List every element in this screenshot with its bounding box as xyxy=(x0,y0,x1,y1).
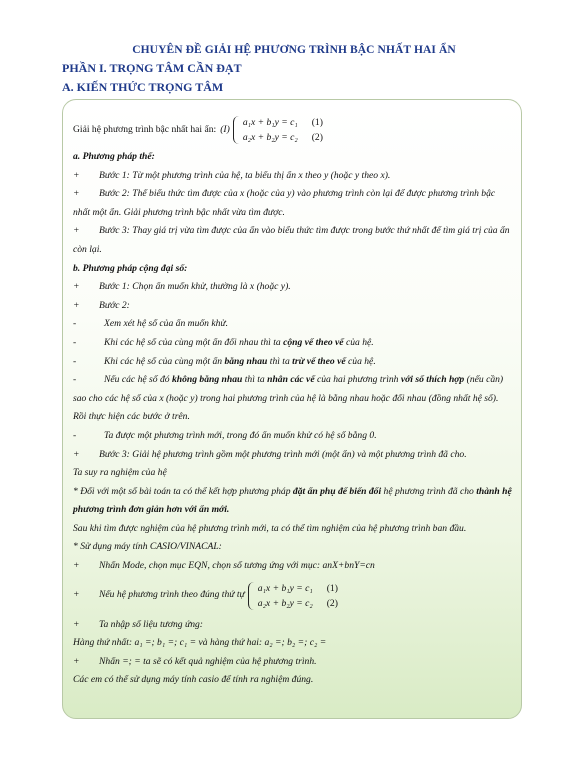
casio-heading: * Sử dụng máy tính CASIO/VINACAL: xyxy=(73,541,222,553)
note-text: Sau khi tìm được nghiệm của hệ phương trình mới, ta có thể tìm nghiệm của hệ phương trình ban đầu. xyxy=(73,522,467,534)
method-heading: b. Phương pháp cộng đại số: xyxy=(73,262,188,274)
list-item: + Nếu hệ phương trình theo đúng thứ tự a₁x + b₁y = c₁ (1) a₂x + b₂y = c₂ (2) xyxy=(73,582,338,609)
equation-system: a₁x + b₁y = c₁ (1) a₂x + b₂y = c₂ (2) xyxy=(242,117,323,143)
brace-icon xyxy=(248,582,255,610)
list-item: + Bước 1: Chọn ẩn muốn khử, thường là x (hoặc y). xyxy=(73,281,291,293)
document-title: CHUYÊN ĐỀ GIẢI HỆ PHƯƠNG TRÌNH BẬC NHẤT HAI ẨN xyxy=(132,44,456,56)
list-item: + Bước 1: Từ một phương trình của hệ, ta biểu thị ẩn x theo y (hoặc y theo x). xyxy=(73,169,391,181)
list-item: + Ta nhập số liệu tương ứng: xyxy=(73,618,203,630)
content-body xyxy=(73,112,513,690)
list-item: + Nhấn =; = ta sẽ có kết quả nghiệm của hệ phương trình. xyxy=(73,655,317,667)
part-heading: PHẦN I. TRỌNG TÂM CẦN ĐẠT xyxy=(62,61,242,75)
closing-text: Các em có thể sử dụng máy tính casio để tính ra nghiệm đúng. xyxy=(73,674,314,686)
list-item: + Bước 3: Giải hệ phương trình gồm một phương trình mới (một ẩn) và một phương trình đã cho. xyxy=(73,448,467,460)
list-item: - Khi các hệ số của cùng một ẩn bằng nhau thì ta trừ vế theo vế của hệ. xyxy=(73,355,376,367)
list-item: - Xem xét hệ số của ẩn muốn khử. xyxy=(73,318,229,330)
list-item: + Bước 3: Thay giá trị vừa tìm được của ẩn vào biểu thức tìm được trong bước thứ nhất để tìm giá trị của ẩn còn lại. xyxy=(73,225,510,255)
list-item: + Nhấn Mode, chọn mục EQN, chọn số tương ứng với mục: anX+bnY=cn xyxy=(73,560,375,572)
list-item: + Bước 2: xyxy=(73,299,130,311)
conclusion-text: Ta suy ra nghiệm của hệ xyxy=(73,467,167,479)
equation-system: a₁x + b₁y = c₁ (1) a₂x + b₂y = c₂ (2) xyxy=(257,582,338,609)
list-item: - Nếu các hệ số đó không bằng nhau thì ta nhân các vế của hai phương trình với số thích hợp (nếu cần) sao cho các hệ số của x (hoặc y) trong hai phương trình của hệ là bằng nhau hoặc đối nhau (đồng nhất hệ số). Rồi thực hiện các bước ở trên. xyxy=(73,374,504,423)
input-rows-text: Hàng thứ nhất: a₁ =; b₁ =; c₁ = và hàng thứ hai: a₂ =; b₂ =; c₂ = xyxy=(73,637,327,649)
section-heading: A. KIẾN THỨC TRỌNG TÂM xyxy=(62,80,224,94)
list-item: - Khi các hệ số của cùng một ẩn đối nhau thì ta cộng vế theo vế của hệ. xyxy=(73,336,374,348)
list-item: + Bước 2: Thế biểu thức tìm được của x (hoặc của y) vào phương trình còn lại để được phương trình bậc nhất một ẩn. Giải phương trình bậc nhất vừa tìm được. xyxy=(73,188,496,218)
method-heading: a. Phương pháp thế: xyxy=(73,151,155,162)
list-item: - Ta được một phương trình mới, trong đó ẩn muốn khử có hệ số bằng 0. xyxy=(73,429,377,441)
system-intro: Giải hệ phương trình bậc nhất hai ẩn: (I) a₁x + b₁y = c₁ (1) a₂x + b₂y = c₂ (2) xyxy=(73,117,323,143)
note-text: * Đối với một số bài toán ta có thể kết hợp phương pháp đặt ẩn phụ để biến đổi hệ phương trình đã cho thành hệ phương trình đơn giản hơn với ẩn mới. xyxy=(73,485,512,516)
brace-icon xyxy=(233,116,240,144)
